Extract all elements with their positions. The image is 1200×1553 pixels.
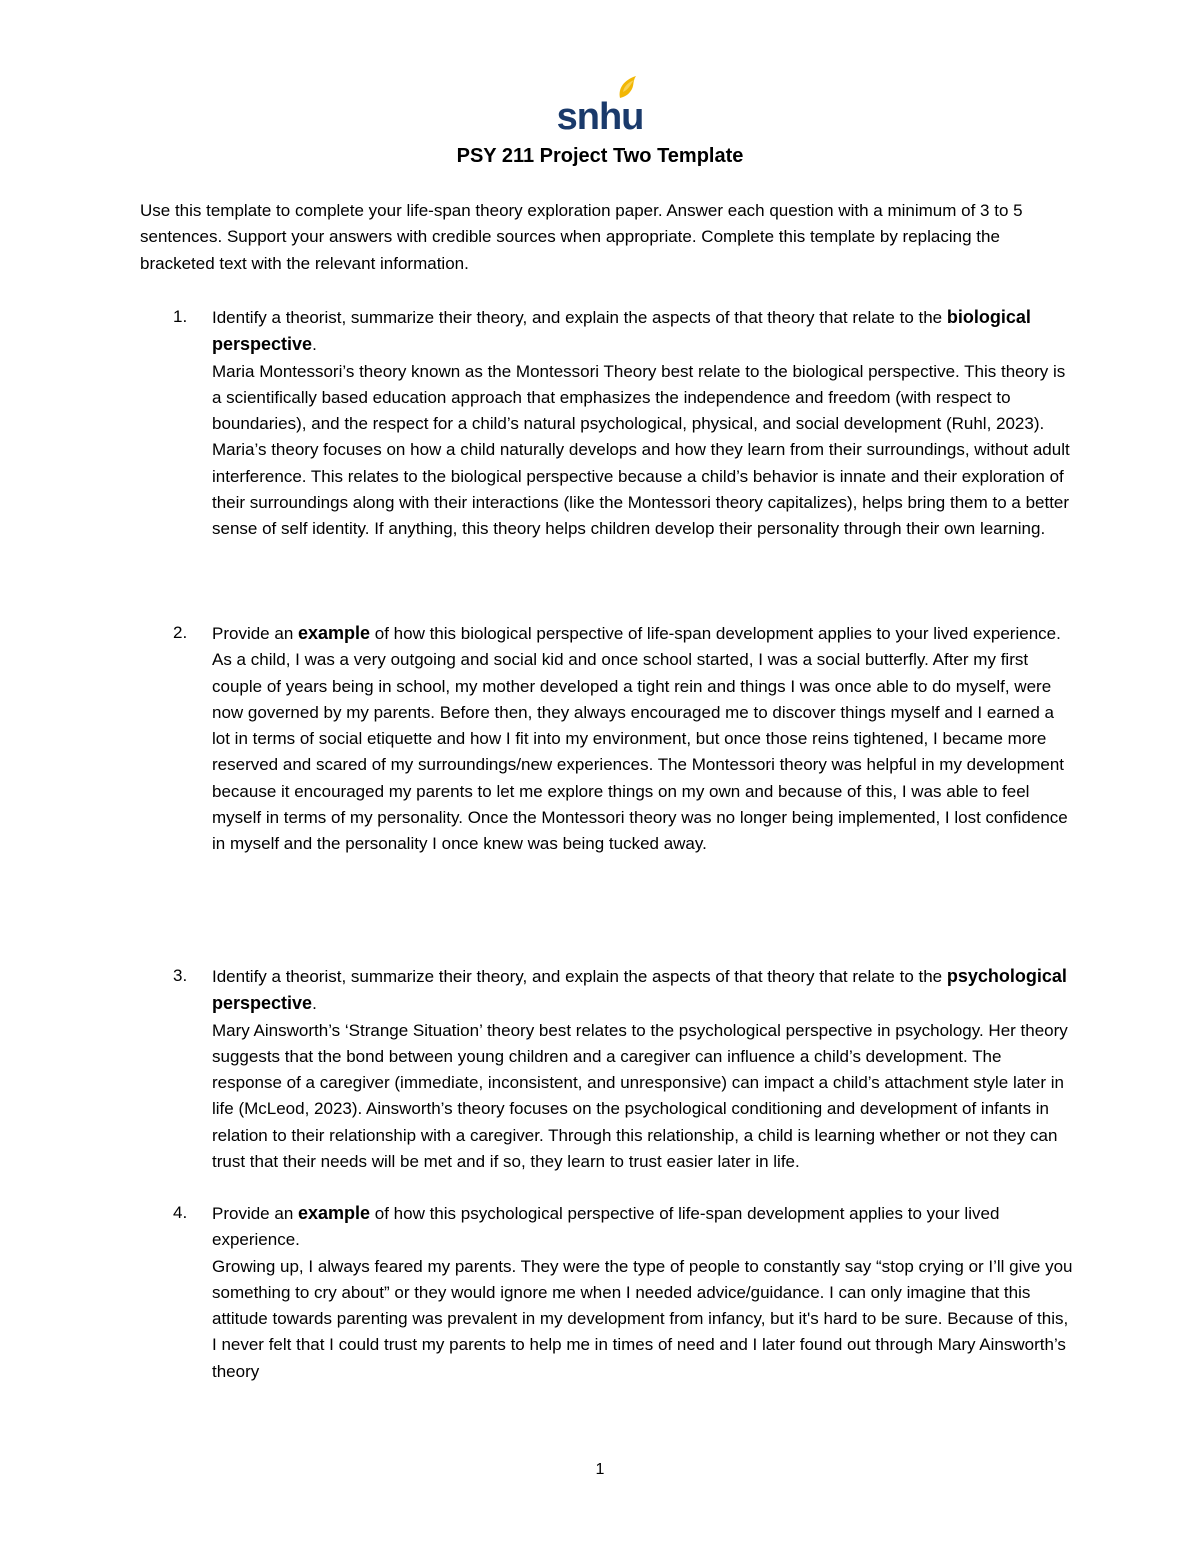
question-item <box>173 304 1073 543</box>
intro-paragraph: Use this template to complete your life-span theory exploration paper. Answer each question with a minimum of 3 to 5 sentences. Support your answers with credible sources when appropriate. Complete this template by replacing the bracketed text with the relevant information. <box>140 201 1023 273</box>
question-item <box>173 1200 1073 1385</box>
keyword: example <box>298 623 371 643</box>
question-number: 1. <box>173 307 188 326</box>
answer-text: Mary Ainsworth’s ‘Strange Situation’ theory best relates to the psychological perspective in psychology. Her theory suggests that the bond between young children and a caregiver can influence a child’s development. The response of a caregiver (immediate, inconsistent, and unresponsive) can impact a child’s attachment style later in life (McLeod, 2023). Ainsworth’s theory focuses on the psychological conditioning and development of infants in relation to their relationship with a caregiver. Through this relationship, a child is learning whether or not they can trust that their needs will be met and if so, they learn to trust easier later in life. <box>212 1020 1068 1172</box>
question-prompt: Identify a theorist, summarize their theory, and explain the aspects of that theory that relate to the biological perspective. <box>212 307 1031 355</box>
keyword: biological perspective <box>212 307 1031 355</box>
question-prompt: Provide an example of how this biological perspective of life-span development applies to your lived experience. <box>212 623 1061 643</box>
answer-text: Growing up, I always feared my parents. They were the type of people to constantly say “stop crying or I’ll give you something to cry about” or they would ignore me when I needed advice/guidance. I can only imagine that this attitude towards parenting was prevalent in my development from infancy, but it's hard to be sure. Because of this, I never felt that I could trust my parents to help me in times of need and I later found out through Mary Ainsworth’s theory <box>212 1256 1073 1381</box>
question-item <box>173 963 1073 1175</box>
page-title: PSY 211 Project Two Template <box>456 145 744 167</box>
question-number: 3. <box>173 966 188 985</box>
snhu-logo <box>550 70 650 135</box>
page-number: 1 <box>595 1461 605 1478</box>
keyword: example <box>298 1203 371 1223</box>
question-item <box>173 620 1073 858</box>
question-prompt: Identify a theorist, summarize their theory, and explain the aspects of that theory that relate to the psychological perspective. <box>212 966 1067 1014</box>
answer-text: Maria Montessori’s theory known as the Montessori Theory best relate to the biological perspective. This theory is a scientifically based education approach that emphasizes the independence and freedom (with respect to boundaries), and the respect for a child’s natural psychological, physical, and social development (Ruhl, 2023). Maria’s theory focuses on how a child naturally develops and how they learn from their surroundings, without adult interference. This relates to the biological perspective because a child’s behavior is innate and their exploration of their surroundings along with their interactions (like the Montessori theory capitalizes), helps bring them to a better sense of self identity. If anything, this theory helps children develop their personality through their own learning. <box>212 361 1070 539</box>
svg-text:snhu: snhu <box>556 96 644 135</box>
question-number: 2. <box>173 623 188 642</box>
question-number: 4. <box>173 1203 188 1222</box>
question-prompt: Provide an example of how this psychological perspective of life-span development applies to your lived experience. <box>212 1203 1000 1250</box>
answer-text: As a child, I was a very outgoing and social kid and once school started, I was a social butterfly. After my first couple of years being in school, my mother developed a tight rein and things I was once able to do myself, were now governed by my parents. Before then, they always encouraged me to discover things myself and I earned a lot in terms of social etiquette and how I fit into my environment, but once those reins tightened, I became more reserved and scared of my surroundings/new experiences. The Montessori theory was helpful in my development because it encouraged my parents to let me explore things on my own and because of this, I was able to feel myself in terms of my personality. Once the Montessori theory was no longer being implemented, I lost confidence in myself and the personality I once knew was being tucked away. <box>212 650 1068 854</box>
keyword: psychological perspective <box>212 966 1067 1014</box>
